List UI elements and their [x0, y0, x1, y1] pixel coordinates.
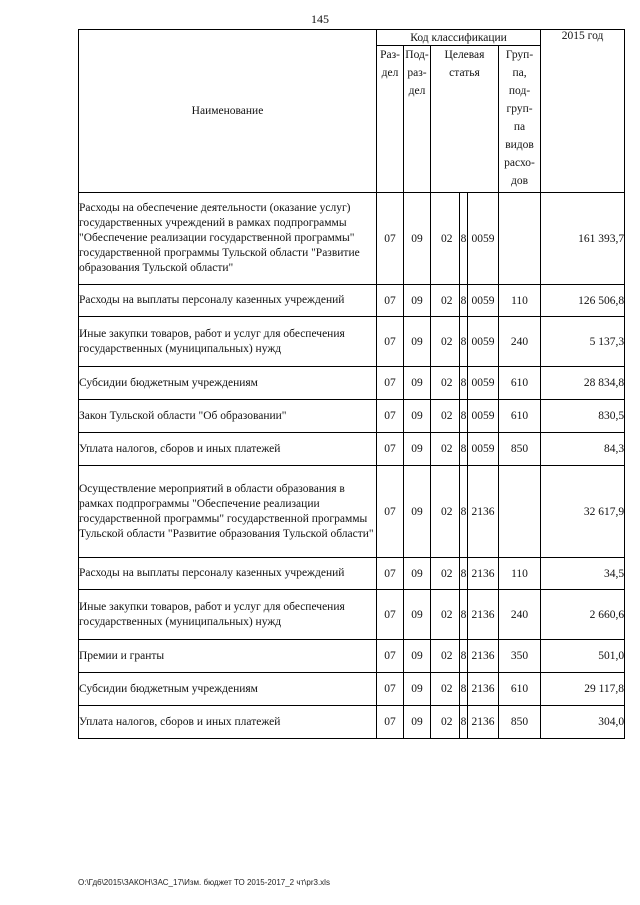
row-cs-subprogram [453, 285, 460, 317]
footer-file-path: O:\Гд6\2015\ЗАКОН\ЗАС_17\Изм. бюджет ТО 2015-2017_2 чт\pr3.xls [78, 878, 330, 887]
row-cs-code: 0059 [468, 317, 499, 367]
row-cs-program: 02 [431, 558, 453, 590]
row-cs-direction: 8 [460, 590, 468, 640]
row-cs-program: 02 [431, 466, 453, 558]
header-podrazdel-line: Под- [405, 49, 429, 61]
table-row [79, 558, 625, 590]
row-expense-type: 610 [499, 673, 541, 706]
row-name: Уплата налогов, сборов и иных платежей [79, 706, 377, 739]
row-razdel: 07 [377, 317, 404, 367]
row-cs-code: 2136 [468, 590, 499, 640]
row-amount: 304,0 [541, 706, 625, 739]
row-cs-program: 02 [431, 193, 453, 285]
table-row [79, 706, 625, 739]
header-razdel [377, 46, 404, 193]
table-row [79, 317, 625, 367]
header-razdel-line: Раз- [380, 49, 400, 61]
row-name: Закон Тульской области "Об образовании" [79, 400, 377, 433]
row-cs-subprogram [453, 673, 460, 706]
row-cs-subprogram [453, 590, 460, 640]
row-cs-program: 02 [431, 285, 453, 317]
row-razdel: 07 [377, 640, 404, 673]
row-name: Расходы на выплаты персоналу казенных учреждений [79, 285, 377, 317]
row-amount: 5 137,3 [541, 317, 625, 367]
row-razdel: 07 [377, 433, 404, 466]
row-cs-direction: 8 [460, 400, 468, 433]
header-gruppa-line: груп- [506, 103, 533, 115]
row-cs-subprogram [453, 193, 460, 285]
row-podrazdel: 09 [404, 706, 431, 739]
row-cs-program: 02 [431, 590, 453, 640]
row-podrazdel: 09 [404, 285, 431, 317]
header-year: 2015 год [541, 30, 625, 193]
row-amount: 126 506,8 [541, 285, 625, 317]
row-cs-code: 2136 [468, 673, 499, 706]
row-cs-subprogram [453, 558, 460, 590]
row-amount: 34,5 [541, 558, 625, 590]
row-razdel: 07 [377, 466, 404, 558]
row-razdel: 07 [377, 706, 404, 739]
row-name: Расходы на обеспечение деятельности (оказание услуг) государственных учреждений в рамках подпрограммы "Обеспечение реализации государственной программы" государственной программы Тульской области "Развитие образования Тульской области" [79, 193, 377, 285]
row-expense-type [499, 466, 541, 558]
header-gruppa-line: па, [512, 67, 527, 79]
row-amount: 32 617,9 [541, 466, 625, 558]
row-expense-type: 240 [499, 317, 541, 367]
row-cs-direction: 8 [460, 285, 468, 317]
row-podrazdel: 09 [404, 466, 431, 558]
row-amount: 830,5 [541, 400, 625, 433]
table-row [79, 433, 625, 466]
row-expense-type: 850 [499, 706, 541, 739]
row-razdel: 07 [377, 558, 404, 590]
row-cs-subprogram [453, 367, 460, 400]
row-cs-subprogram [453, 400, 460, 433]
table-row [79, 193, 625, 285]
row-expense-type: 350 [499, 640, 541, 673]
row-cs-direction: 8 [460, 317, 468, 367]
header-gruppa-line: расхо- [504, 157, 535, 169]
row-cs-subprogram [453, 640, 460, 673]
row-podrazdel: 09 [404, 673, 431, 706]
row-razdel: 07 [377, 400, 404, 433]
row-cs-direction: 8 [460, 706, 468, 739]
row-podrazdel: 09 [404, 558, 431, 590]
header-razdel-line: дел [381, 67, 399, 79]
row-expense-type: 610 [499, 367, 541, 400]
row-name: Субсидии бюджетным учреждениям [79, 367, 377, 400]
row-cs-direction: 8 [460, 193, 468, 285]
row-cs-direction: 8 [460, 433, 468, 466]
header-celevaya-line: Целевая [444, 49, 485, 61]
table-row [79, 400, 625, 433]
row-cs-program: 02 [431, 640, 453, 673]
table-row [79, 590, 625, 640]
row-cs-direction: 8 [460, 673, 468, 706]
row-name: Уплата налогов, сборов и иных платежей [79, 433, 377, 466]
page-number: 145 [311, 12, 329, 26]
header-name: Наименование [79, 30, 377, 193]
row-expense-type: 240 [499, 590, 541, 640]
row-cs-subprogram [453, 706, 460, 739]
row-amount: 2 660,6 [541, 590, 625, 640]
table-row [79, 466, 625, 558]
row-cs-code: 0059 [468, 400, 499, 433]
row-cs-subprogram [453, 466, 460, 558]
row-cs-code: 2136 [468, 466, 499, 558]
header-podrazdel-line: раз- [407, 67, 427, 79]
table-row [79, 285, 625, 317]
row-cs-code: 0059 [468, 285, 499, 317]
row-expense-type: 610 [499, 400, 541, 433]
row-amount: 28 834,8 [541, 367, 625, 400]
row-cs-code: 0059 [468, 367, 499, 400]
row-cs-code: 0059 [468, 433, 499, 466]
row-cs-direction: 8 [460, 558, 468, 590]
header-celevaya-line: статья [449, 67, 480, 79]
row-cs-direction: 8 [460, 640, 468, 673]
header-gruppa-line: видов [505, 139, 534, 151]
budget-table [78, 29, 625, 739]
row-podrazdel: 09 [404, 193, 431, 285]
row-podrazdel: 09 [404, 433, 431, 466]
header-gruppa-line: под- [508, 85, 531, 97]
row-name: Иные закупки товаров, работ и услуг для обеспечения государственных (муниципальных) нужд [79, 590, 377, 640]
table-row [79, 640, 625, 673]
row-expense-type [499, 193, 541, 285]
row-podrazdel: 09 [404, 400, 431, 433]
row-razdel: 07 [377, 193, 404, 285]
row-cs-subprogram [453, 317, 460, 367]
row-name: Премии и гранты [79, 640, 377, 673]
row-podrazdel: 09 [404, 317, 431, 367]
header-podrazdel-line: дел [408, 85, 426, 97]
header-celevaya [431, 46, 499, 193]
row-cs-program: 02 [431, 706, 453, 739]
row-amount: 161 393,7 [541, 193, 625, 285]
row-cs-code: 2136 [468, 706, 499, 739]
row-cs-code: 2136 [468, 558, 499, 590]
row-podrazdel: 09 [404, 590, 431, 640]
row-cs-program: 02 [431, 673, 453, 706]
row-cs-program: 02 [431, 400, 453, 433]
row-amount: 84,3 [541, 433, 625, 466]
row-razdel: 07 [377, 285, 404, 317]
row-name: Осуществление мероприятий в области образования в рамках подпрограммы "Обеспечение реализации государственной программы" государственной программы Тульской области "Развитие образования Тульской области" [79, 466, 377, 558]
row-razdel: 07 [377, 590, 404, 640]
row-name: Иные закупки товаров, работ и услуг для обеспечения государственных (муниципальных) нужд [79, 317, 377, 367]
row-cs-program: 02 [431, 317, 453, 367]
header-gruppa-line: па [513, 121, 526, 133]
table-row [79, 367, 625, 400]
row-cs-program: 02 [431, 433, 453, 466]
row-amount: 29 117,8 [541, 673, 625, 706]
header-gruppa-line: дов [511, 175, 529, 187]
header-gruppa [499, 46, 541, 193]
row-cs-program: 02 [431, 367, 453, 400]
row-cs-code: 0059 [468, 193, 499, 285]
row-expense-type: 110 [499, 285, 541, 317]
row-razdel: 07 [377, 673, 404, 706]
row-cs-subprogram [453, 433, 460, 466]
row-cs-direction: 8 [460, 466, 468, 558]
row-name: Субсидии бюджетным учреждениям [79, 673, 377, 706]
header-gruppa-line: Груп- [505, 49, 534, 61]
row-podrazdel: 09 [404, 640, 431, 673]
row-expense-type: 110 [499, 558, 541, 590]
row-name: Расходы на выплаты персоналу казенных учреждений [79, 558, 377, 590]
row-razdel: 07 [377, 367, 404, 400]
row-podrazdel: 09 [404, 367, 431, 400]
row-cs-direction: 8 [460, 367, 468, 400]
header-podrazdel [404, 46, 431, 193]
row-expense-type: 850 [499, 433, 541, 466]
row-cs-code: 2136 [468, 640, 499, 673]
table-row [79, 673, 625, 706]
header-code-group: Код классификации [377, 30, 541, 46]
row-amount: 501,0 [541, 640, 625, 673]
